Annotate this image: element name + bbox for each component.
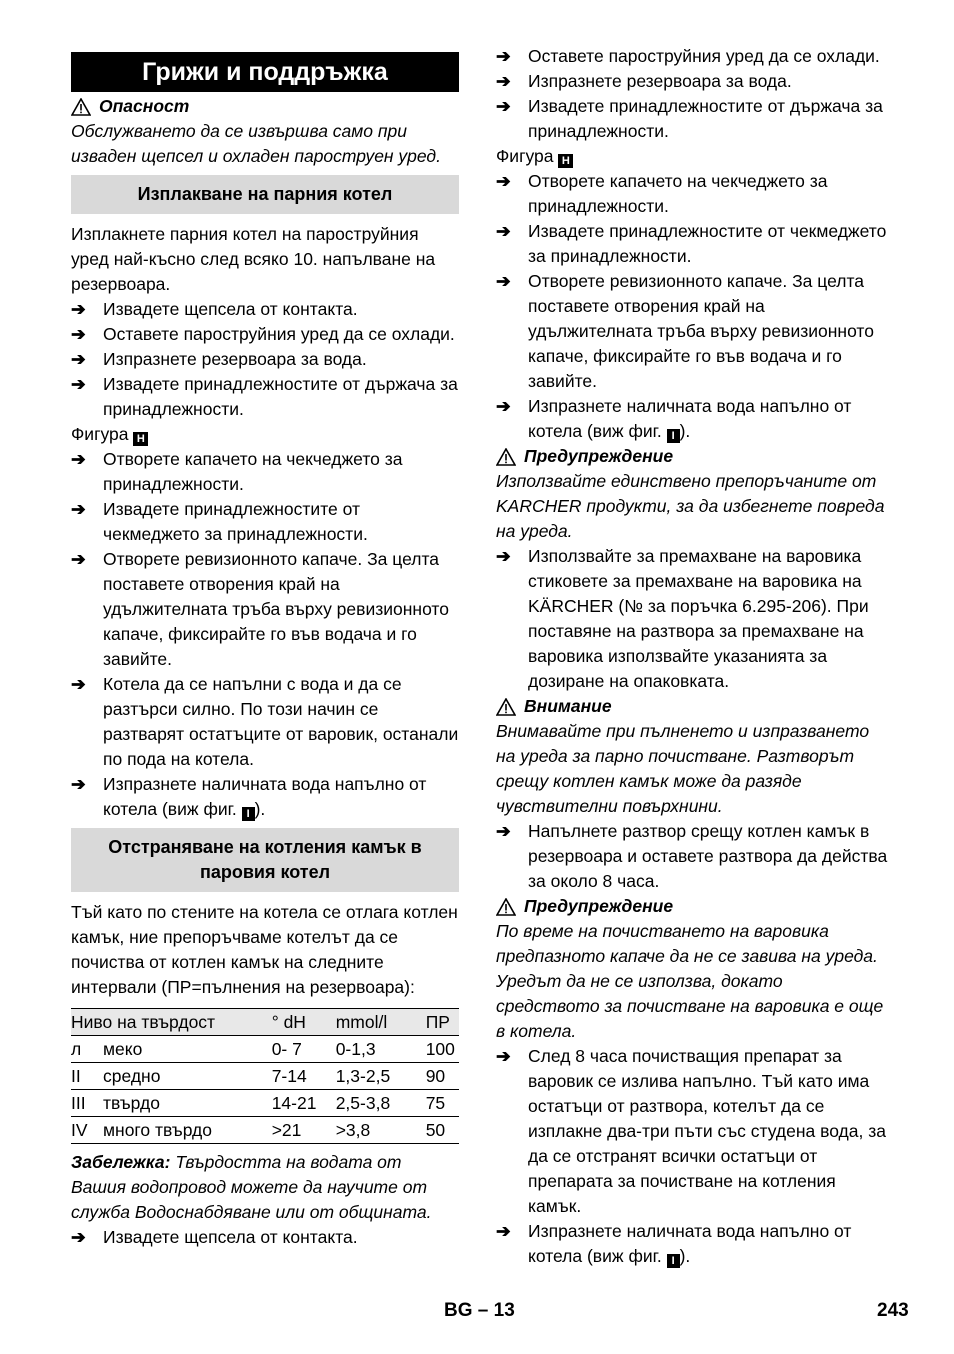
danger-text: Обслужването да се извършва само при изваден щепсел и охладен пароструен уред. [71, 121, 441, 166]
list-item: ➔ Извадете щепсела от контакта. [71, 297, 459, 322]
warning-triangle-icon [496, 448, 516, 466]
list-item: ➔ Извадете принадлежностите от държача за принадлежности. [71, 372, 459, 422]
arrow-right-icon: ➔ [496, 821, 511, 841]
table-row: л меко 0- 7 0-1,3 100 [71, 1036, 459, 1063]
warning-text: Уредът да не се използва, докато средството за почистване на варовика е още в котела. [496, 971, 884, 1041]
list-item: ➔ Напълнете разтвор срещу котлен камък в резервоара и оставете разтвора да действа за около 8 часа. [496, 819, 888, 894]
danger-label: Опасност [99, 96, 190, 116]
arrow-right-icon: ➔ [71, 324, 86, 344]
list-item: ➔ Котела да се напълни с вода и да се разтърси силно. По този начин се разтварят остатъците от варовик, останали по пода на котела. [71, 672, 459, 772]
warning-text: По време на почистването на варовика предпазното капаче да не се завива на уреда. [496, 921, 878, 966]
page-number: 243 [877, 1300, 909, 1321]
footer-section: BG – 13 [444, 1300, 515, 1321]
arrow-right-icon: ➔ [496, 221, 511, 241]
figure-h-badge: H [558, 154, 573, 168]
arrow-right-icon: ➔ [71, 499, 86, 519]
list-item: ➔ Отворете ревизионното капаче. За целта поставете отворения край на удължителната тръба върху ревизионното капаче, фиксирайте го във водача и го завийте. [496, 269, 888, 394]
list-item: ➔ Извадете принадлежностите от държача за принадлежности. [496, 94, 888, 144]
figure-reference: Фигура H [496, 144, 888, 169]
list-item: ➔ Изпразнете наличната вода напълно от котела (виж фиг. I ). [496, 1221, 852, 1267]
figure-i-badge: I [667, 1254, 680, 1268]
danger-heading [71, 94, 459, 119]
list-item: ➔ Оставете пароструйния уред да се охлади. [496, 44, 888, 69]
caution-heading [496, 694, 888, 719]
arrow-right-icon: ➔ [71, 349, 86, 369]
arrow-right-icon: ➔ [71, 1227, 86, 1247]
list-item: ➔ Отворете капачето на чекчеджето за принадлежности. [71, 447, 459, 497]
caution-text: Внимавайте при пълненето и изпразването на уреда за парно почистване. Разтворът срещу котлен камък може да разяде чувствителни повърхнини. [496, 721, 870, 816]
warning-label: Предупреждение [524, 896, 674, 916]
figure-reference: Фигура H [71, 422, 459, 447]
arrow-right-icon: ➔ [496, 1221, 511, 1241]
list-item: ➔ Изпразнете наличната вода напълно от котела (виж фиг. I ). [496, 396, 852, 442]
table-row: III твърдо 14-21 2,5-3,8 75 [71, 1090, 459, 1117]
section-heading-rinse: Изплакване на парния котел [71, 175, 459, 214]
warning-heading [496, 894, 888, 919]
table-row: II средно 7-14 1,3-2,5 90 [71, 1063, 459, 1090]
list-item: ➔ Изпразнете резервоара за вода. [496, 69, 888, 94]
list-item: ➔ Изпразнете резервоара за вода. [71, 347, 459, 372]
list-item: ➔ Отворете ревизионното капаче. За целта поставете отворения край на удължителната тръба върху ревизионното капаче, фиксирайте го във водача и го завийте. [71, 547, 459, 672]
warning-heading [496, 444, 888, 469]
figure-i-badge: I [242, 807, 255, 821]
list-item: ➔ Извадете принадлежностите от чекмеджето за принадлежности. [71, 497, 459, 547]
list-item: ➔ Отворете капачето на чекчеджето за принадлежности. [496, 169, 888, 219]
arrow-right-icon: ➔ [496, 546, 511, 566]
warning-triangle-icon [496, 698, 516, 716]
table-header-row: Ниво на твърдост ° dH mmol/l ПР [71, 1009, 459, 1036]
arrow-right-icon: ➔ [496, 96, 511, 116]
arrow-right-icon: ➔ [496, 396, 511, 416]
list-item: ➔ Изпразнете наличната вода напълно от котела (виж фиг. I ). [71, 774, 427, 820]
list-item: ➔ Използвайте за премахване на варовика стиковете за премахване на варовика на KÄRCHER (№ за поръчка 6.295-206). При поставяне на разтвора за премахване на варовика използвайте указанията за дозиране на опаковката. [496, 544, 888, 694]
rinse-intro: Изплакнете парния котел на пароструйния уред най-късно след всяко 10. напълване на резервоара. [71, 224, 436, 294]
descale-intro: Тъй като по стените на котела се отлага котлен камък, ние препоръчваме котелът да се почиства от котлен камък на следните интервали (ПР=пълнения на резервоара): [71, 902, 458, 997]
arrow-right-icon: ➔ [71, 374, 86, 394]
warning-label: Предупреждение [524, 446, 674, 466]
arrow-right-icon: ➔ [496, 71, 511, 91]
list-item: ➔ След 8 часа почистващия препарат за варовик се излива напълно. Тъй като има остатъци от разтвора, котелът да се изплакне два-три пъти със студена вода, за да се отстранят всички остатъци от препарата за почистване на котления камък. [496, 1044, 888, 1219]
left-column [71, 44, 459, 1250]
right-column [496, 44, 888, 1269]
arrow-right-icon: ➔ [496, 46, 511, 66]
arrow-right-icon: ➔ [71, 549, 86, 569]
arrow-right-icon: ➔ [71, 299, 86, 319]
warning-triangle-icon [71, 98, 91, 116]
page-title: Грижи и поддръжка [71, 52, 459, 92]
arrow-right-icon: ➔ [496, 271, 511, 291]
caution-label: Внимание [524, 696, 612, 716]
arrow-right-icon: ➔ [496, 1046, 511, 1066]
figure-i-badge: I [667, 429, 680, 443]
hardness-table [71, 1008, 459, 1144]
list-item: ➔ Оставете пароструйния уред да се охлади. [71, 322, 459, 347]
arrow-right-icon: ➔ [71, 449, 86, 469]
warning-text: Използвайте единствено препоръчаните от KARCHER продукти, за да избегнете повреда на уреда. [496, 471, 885, 541]
arrow-right-icon: ➔ [71, 674, 86, 694]
arrow-right-icon: ➔ [71, 774, 86, 794]
list-item: ➔ Извадете принадлежностите от чекмеджето за принадлежности. [496, 219, 888, 269]
list-item: ➔ Извадете щепсела от контакта. [71, 1225, 459, 1250]
figure-h-badge: H [133, 432, 148, 446]
table-row: IV много твърдо >21 >3,8 50 [71, 1117, 459, 1144]
arrow-right-icon: ➔ [496, 171, 511, 191]
warning-triangle-icon [496, 898, 516, 916]
section-heading-descale: Отстраняване на котления камък в паровия котел [71, 828, 459, 892]
note-paragraph: Забележка: Твърдостта на водата от Вашия водопровод можете да научите от служба Водоснабдяване или от общината. [71, 1152, 432, 1222]
